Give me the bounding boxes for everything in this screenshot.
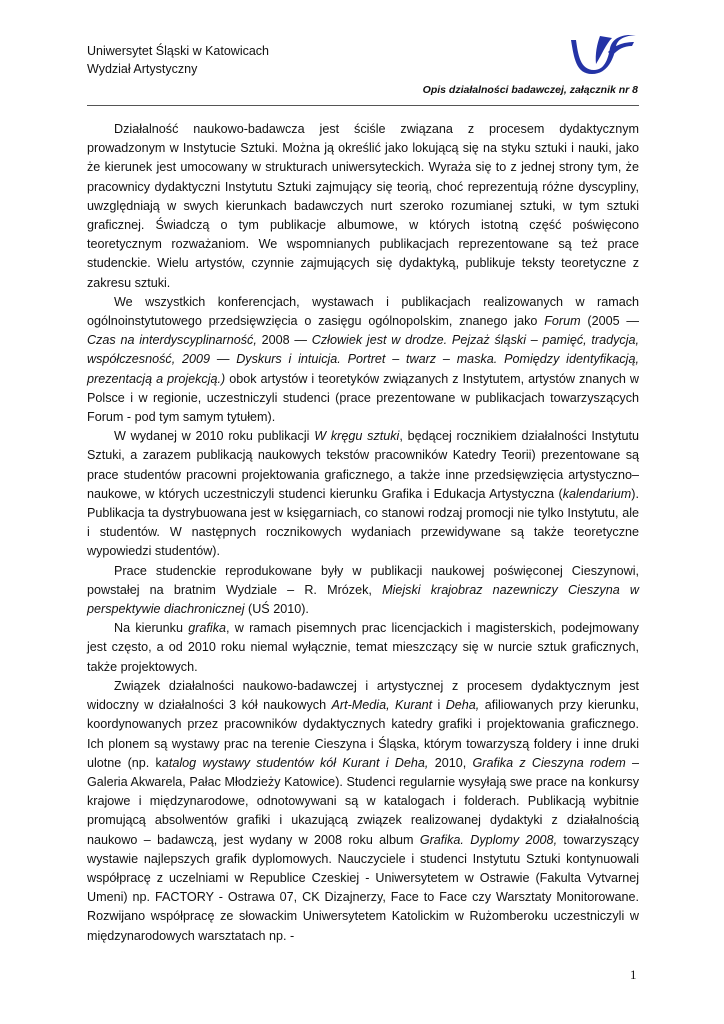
body-paragraph bbox=[87, 293, 639, 427]
text-run: i bbox=[432, 698, 446, 713]
text-run: 2010, bbox=[428, 755, 473, 770]
italic-text-run: Miejski krajobraz nazewniczy Cieszyna w perspektywie diachronicznej bbox=[87, 582, 640, 617]
text-run: , w ramach pisemnych prac licencjackich i magisterskich, podejmowany jest często, a od 2010 roku niemal wyłącznie, temat mieszczący się w nurcie sztuk graficznych, także projektowych. bbox=[87, 621, 639, 674]
text-run: ). Publikacja ta dystrybuowana jest w księgarniach, co stanowi rodzaj promocji nie tylko Instytutu, ale i studentów. W następnych rocznikowych wydaniach przewidywane są także teoretyczne wypowiedzi studentów). bbox=[87, 486, 639, 559]
text-run: obok artystów i teoretyków związanych z Instytutem, artystów znanych w Polsce i w regionie, uczestniczyli studenci (prace prezentowane w publikacjach towarzyszących Forum - pod tym samym tytułem). bbox=[87, 371, 640, 425]
document-body bbox=[87, 120, 639, 946]
text-run: We wszystkich konferencjach, wystawach i publikacjach realizowanych w ramach ogólnoinstytutowego przedsięwzięcia o zasięgu ogólnopolskim, znanego jako bbox=[87, 294, 639, 329]
italic-text-run: W kręgu sztuki bbox=[314, 429, 400, 444]
document-subtitle: Opis działalności badawczej, załącznik nr 8 bbox=[422, 84, 638, 96]
italic-text-run: Człowiek jest w drodze. Pejzaż śląski – pamięć, tradycja, współczesność, 2009 — Dyskurs i intuicja. Portret – twarz – maska. Pomiędzy identyfikacją, prezentacją a projekcją.) bbox=[87, 333, 639, 386]
text-run: , będącej rocznikiem działalności Instytutu Sztuki, a zarazem publikacją naukowych tekstów pracowników Katedry Teorii) prezentowane są prace studentów pracowni projektowania graficznego, a także inne przedsięwzięcia artystyczno–naukowe, w których uczestniczyli studenci kierunku Grafika i Edukacja Artystyczna ( bbox=[87, 429, 639, 501]
document-header bbox=[87, 42, 269, 78]
text-run: afiliowanych przy kierunku, koordynowanych przez pracowników dydaktycznych katedry grafiki i projektowania graficznego. Ich plonem są wystawy prac na terenie Cieszyna i Śląska, którym towarzyszą foldery i inne druki ulotne (np. k bbox=[87, 698, 639, 770]
body-paragraph bbox=[87, 120, 639, 293]
italic-text-run: Grafika z Cieszyna rodem bbox=[472, 755, 626, 770]
text-run: (2005 — bbox=[580, 314, 639, 329]
university-name: Uniwersytet Śląski w Katowicach bbox=[87, 44, 270, 58]
italic-text-run: kalendarium bbox=[562, 486, 632, 501]
text-run: Działalność naukowo-badawcza jest ściśle związana z procesem dydaktycznym prowadzonym w Instytucie Sztuki. Można ją określić jako lokującą się na styku sztuki i nauki, jako że kierunek jest umocowany w strukturach uniwersyteckich. Wyraża się to z jednej strony tym, że pracownicy dydaktyczni Instytutu Sztuki zajmujący się teorią, choć reprezentują różne dyscypliny, uwzględniają w swych kierunkach badawczych nurt szeroko rozumianej sztuki, w tym sztuki graficznej. Świadczą o tym publikacje albumowe, w których istotną część poświęcono teoretycznym rozważaniom. We wspomnianych publikacjach reprezentowane są też prace studenckie. Wielu artystów, czynnie zajmujących się dydaktyką, publikuje teksty teoretyczne z zakresu sztuki. bbox=[87, 122, 639, 290]
italic-text-run: Deha, bbox=[445, 698, 480, 713]
italic-text-run: Art-Media, Kurant bbox=[331, 698, 433, 713]
italic-text-run: Forum bbox=[544, 314, 581, 329]
body-paragraph bbox=[87, 427, 639, 561]
text-run: (UŚ 2010). bbox=[244, 602, 309, 617]
italic-text-run: Grafika. Dyplomy 2008, bbox=[419, 832, 558, 847]
text-run: W wydanej w 2010 roku publikacji bbox=[114, 429, 315, 444]
page-number: 1 bbox=[630, 967, 637, 982]
italic-text-run: Czas na interdyscyplinarność, bbox=[87, 333, 257, 348]
header-divider bbox=[87, 105, 639, 106]
text-run: Związek działalności naukowo-badawczej i artystycznej z procesem dydaktycznym jest widoczny w działalności 3 kół naukowych bbox=[87, 678, 639, 713]
body-paragraph bbox=[87, 562, 639, 620]
text-run: – Galeria Akwarela, Pałac Młodzieży Katowice). Studenci regularnie wysyłają swe prace na konkursy krajowe i międzynarodowe, odnotowywani są w katalogach i folderach. Publikacją wybitnie promującą absolwentów grafiki i ukazującą związek realizowanej dydaktyki z działalnością naukowo – badawczą, jest wydany w 2008 roku album bbox=[87, 755, 639, 847]
text-run: Na kierunku bbox=[114, 621, 189, 636]
text-run: 2008 — bbox=[256, 333, 312, 348]
university-logo-icon bbox=[562, 30, 638, 74]
faculty-name: Wydział Artystyczny bbox=[87, 62, 198, 76]
italic-text-run: atalog wystawy studentów kół Kurant i Deha, bbox=[161, 755, 429, 770]
text-run: towarzyszący wystawie najlepszych grafik dyplomowych. Nauczyciele i studenci Instytutu Sztuki kontynuowali współpracę z uczelniami w Republice Czeskiej - Uniwersytetem w Ostrawie (Fakulta Vytvarnej Umeni) np. FACTORY - Ostrawa 07, CK Dizajnerzy, Face to Face czy Warsztaty Monitorowane. Rozwijano współpracę ze słowackim Uniwersytetem Katolickim w Rużomberoku uczestniczyli w międzynarodowych warsztatach np. - bbox=[87, 832, 639, 943]
italic-text-run: grafika bbox=[188, 621, 227, 636]
body-paragraph bbox=[87, 677, 639, 946]
text-run: Prace studenckie reprodukowane były w publikacji naukowej poświęconej Cieszynowi, powstałej na bratnim Wydziale – R. Mrózek, bbox=[87, 563, 639, 597]
body-paragraph bbox=[87, 619, 639, 677]
